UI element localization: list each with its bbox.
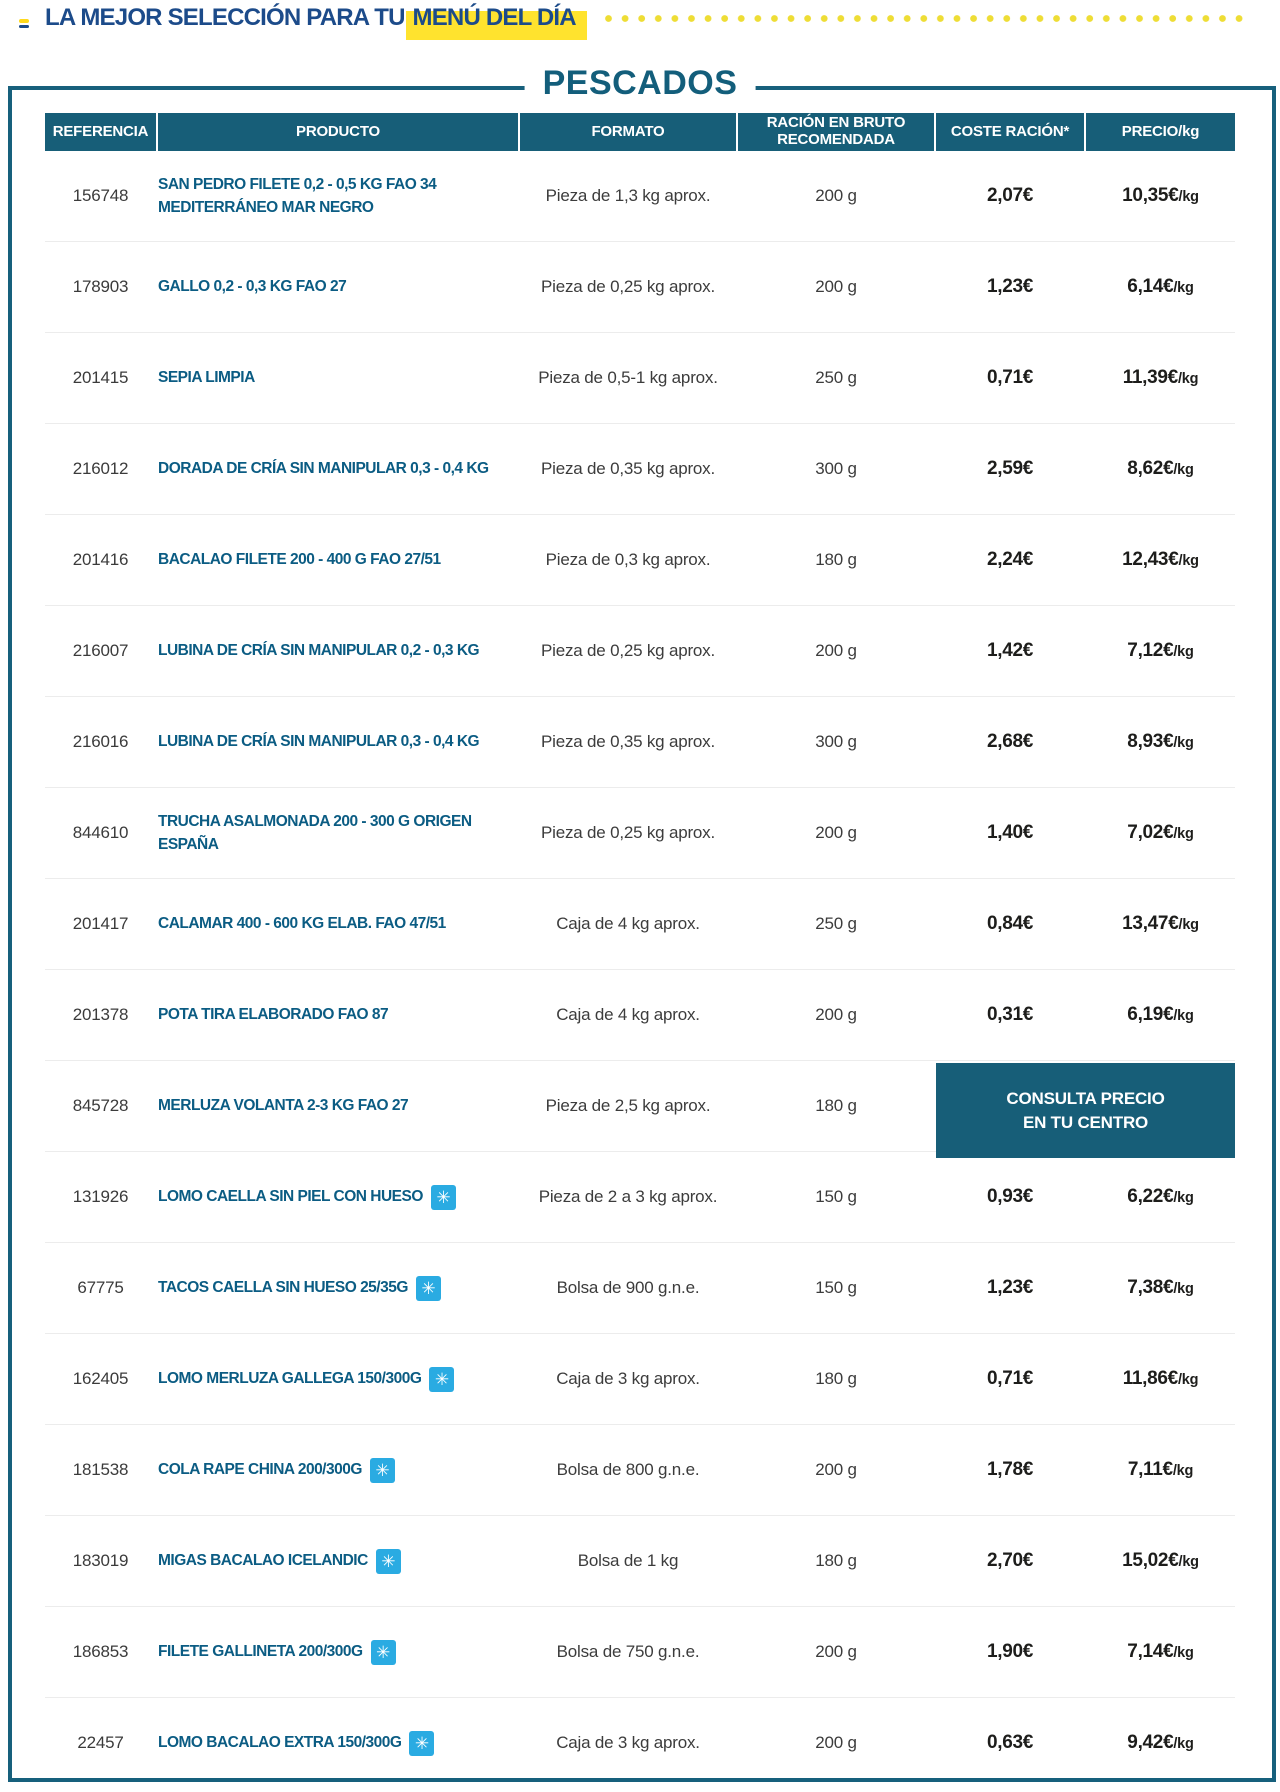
column-header-formato — [520, 113, 736, 151]
precio-cell — [1086, 1186, 1235, 1208]
column-header-label: RACIÓN EN BRUTO RECOMENDADA — [766, 114, 906, 148]
product-name: BACALAO FILETE 200 - 400 G FAO 27/51 — [158, 551, 441, 569]
product-cell — [158, 1549, 518, 1574]
product-cell — [158, 1185, 518, 1210]
precio-cell — [1086, 913, 1235, 935]
racion-cell: 200 g — [815, 641, 857, 660]
coste-cell: 0,93€ — [986, 1186, 1034, 1207]
ref-cell: 844610 — [72, 823, 129, 842]
racion-cell: 150 g — [815, 1278, 857, 1297]
product-name: TACOS CAELLA SIN HUESO 25/35G — [158, 1279, 408, 1297]
formato-cell: Pieza de 0,5-1 kg aprox. — [538, 368, 718, 387]
racion-cell: 200 g — [815, 1005, 857, 1024]
precio-value: 13,47€ — [1122, 913, 1179, 934]
racion-cell: 200 g — [815, 1460, 857, 1479]
precio-unit: /kg — [1173, 826, 1194, 842]
racion-cell: 250 g — [815, 914, 857, 933]
products-table — [45, 113, 1235, 1788]
column-header-label: COSTE RACIÓN* — [950, 122, 1070, 140]
formato-cell: Bolsa de 750 g.n.e. — [556, 1642, 700, 1661]
coste-cell: 0,31€ — [986, 1004, 1034, 1025]
column-header-referencia — [45, 113, 156, 151]
precio-cell — [1086, 1732, 1235, 1754]
precio-value: 12,43€ — [1122, 549, 1179, 570]
ref-cell: 156748 — [72, 186, 129, 205]
formato-cell: Pieza de 0,25 kg aprox. — [540, 823, 716, 842]
precio-unit: /kg — [1173, 1645, 1194, 1661]
product-name: MIGAS BACALAO ICELANDIC — [158, 1552, 368, 1570]
precio-unit: /kg — [1173, 1190, 1194, 1206]
racion-cell: 180 g — [815, 550, 857, 569]
column-header-producto — [158, 113, 518, 151]
table-row — [45, 333, 1235, 424]
precio-cell — [1086, 1641, 1235, 1663]
precio-cell — [1086, 1277, 1235, 1299]
table-row — [45, 606, 1235, 697]
table-row — [45, 1425, 1235, 1516]
formato-cell: Bolsa de 900 g.n.e. — [556, 1278, 700, 1297]
dotted-line-divider — [604, 14, 1252, 23]
formato-cell: Pieza de 2,5 kg aprox. — [545, 1096, 711, 1115]
precio-cell — [1086, 1004, 1235, 1026]
coste-cell: 2,59€ — [986, 458, 1034, 479]
table-row — [45, 1334, 1235, 1425]
table-row — [45, 1243, 1235, 1334]
coste-cell: 2,68€ — [986, 731, 1034, 752]
precio-unit: /kg — [1173, 735, 1194, 751]
product-name: FILETE GALLINETA 200/300G — [158, 1643, 363, 1661]
product-name: CALAMAR 400 - 600 KG ELAB. FAO 47/51 — [158, 915, 446, 933]
precio-unit: /kg — [1173, 1281, 1194, 1297]
product-name: LUBINA DE CRÍA SIN MANIPULAR 0,2 - 0,3 KG — [158, 642, 480, 660]
product-name: DORADA DE CRÍA SIN MANIPULAR 0,3 - 0,4 KG — [158, 460, 489, 478]
table-row — [45, 879, 1235, 970]
racion-cell: 150 g — [815, 1187, 857, 1206]
product-cell — [158, 1731, 518, 1756]
precio-unit: /kg — [1172, 1463, 1194, 1479]
ref-cell: 183019 — [72, 1551, 129, 1570]
precio-value: 10,35€ — [1122, 185, 1179, 206]
precio-unit: /kg — [1173, 644, 1194, 660]
snowflake-icon: ✳ — [429, 1367, 454, 1392]
formato-cell: Caja de 4 kg aprox. — [556, 914, 700, 933]
table-row — [45, 1152, 1235, 1243]
product-name: LOMO BACALAO EXTRA 150/300G — [158, 1734, 402, 1752]
snowflake-icon: ✳ — [409, 1731, 434, 1756]
precio-value: 8,93€ — [1127, 731, 1174, 752]
precio-value: 8,62€ — [1127, 458, 1174, 479]
precio-value: 6,19€ — [1127, 1004, 1174, 1025]
ref-cell: 162405 — [72, 1369, 129, 1388]
precio-cell — [1086, 367, 1235, 389]
precio-cell — [1086, 1550, 1235, 1572]
precio-unit: /kg — [1178, 1554, 1199, 1570]
product-name: LOMO MERLUZA GALLEGA 150/300G — [158, 1370, 422, 1388]
coste-cell: 2,07€ — [986, 185, 1034, 206]
ref-cell: 67775 — [77, 1278, 124, 1297]
precio-cell — [1086, 1459, 1235, 1481]
column-header-precio-kg — [1086, 113, 1235, 151]
table-row — [45, 970, 1235, 1061]
formato-cell: Pieza de 0,35 kg aprox. — [540, 459, 716, 478]
formato-cell: Caja de 4 kg aprox. — [556, 1005, 700, 1024]
product-cell — [158, 730, 518, 753]
coste-cell: 0,71€ — [986, 367, 1034, 388]
column-header-label: PRECIO/kg — [1121, 122, 1200, 140]
product-cell — [158, 1640, 518, 1665]
formato-cell: Pieza de 0,25 kg aprox. — [540, 641, 716, 660]
product-cell — [158, 366, 518, 389]
product-name: LUBINA DE CRÍA SIN MANIPULAR 0,3 - 0,4 KG — [158, 733, 480, 751]
product-name: MERLUZA VOLANTA 2-3 KG FAO 27 — [158, 1097, 409, 1115]
precio-cell — [1086, 185, 1235, 207]
product-cell — [158, 1276, 518, 1301]
ref-cell: 201416 — [72, 550, 129, 569]
precio-value: 6,14€ — [1127, 276, 1174, 297]
precio-value: 7,11€ — [1127, 1459, 1173, 1480]
table-row — [45, 515, 1235, 606]
precio-value: 11,86€ — [1122, 1368, 1178, 1389]
table-row — [45, 424, 1235, 515]
ref-cell: 201417 — [72, 914, 129, 933]
product-name: SAN PEDRO FILETE 0,2 - 0,5 KG FAO 34 MEDITERRÁNEO MAR NEGRO — [158, 175, 437, 216]
formato-cell: Pieza de 1,3 kg aprox. — [545, 186, 711, 205]
racion-cell: 200 g — [815, 823, 857, 842]
coste-cell: 1,78€ — [986, 1459, 1034, 1480]
precio-unit: /kg — [1173, 1008, 1194, 1024]
precio-unit: /kg — [1173, 1736, 1194, 1752]
consulta-precio-box — [936, 1063, 1235, 1158]
formato-cell: Pieza de 0,35 kg aprox. — [540, 732, 716, 751]
column-header-racion-en-bruto — [738, 113, 934, 151]
ref-cell: 22457 — [77, 1733, 124, 1752]
ref-cell: 845728 — [72, 1096, 129, 1115]
ref-cell: 216016 — [72, 732, 129, 751]
product-cell — [158, 1094, 518, 1117]
coste-cell: 0,71€ — [986, 1368, 1034, 1389]
coste-cell: 0,84€ — [986, 913, 1034, 934]
precio-unit: /kg — [1177, 371, 1199, 387]
precio-value: 7,14€ — [1127, 1641, 1174, 1662]
snowflake-icon: ✳ — [416, 1276, 441, 1301]
product-name: LOMO CAELLA SIN PIEL CON HUESO — [158, 1188, 423, 1206]
precio-cell — [1086, 640, 1235, 662]
precio-value: 7,38€ — [1127, 1277, 1174, 1298]
table-row — [45, 242, 1235, 333]
formato-cell: Caja de 3 kg aprox. — [556, 1733, 700, 1752]
product-name: GALLO 0,2 - 0,3 KG FAO 27 — [158, 278, 347, 296]
product-name: COLA RAPE CHINA 200/300G — [158, 1461, 362, 1479]
precio-cell — [1086, 822, 1235, 844]
coste-cell: 2,24€ — [986, 549, 1034, 570]
formato-cell: Pieza de 0,3 kg aprox. — [545, 550, 711, 569]
column-header-label: PRODUCTO — [296, 122, 380, 140]
table-row — [45, 1698, 1235, 1788]
precio-cell — [1086, 1368, 1235, 1390]
product-cell — [158, 1367, 518, 1392]
racion-cell: 250 g — [815, 368, 857, 387]
ref-cell: 178903 — [72, 277, 129, 296]
table-row — [45, 1607, 1235, 1698]
product-cell — [158, 810, 518, 857]
ref-cell: 186853 — [72, 1642, 129, 1661]
product-name: TRUCHA ASALMONADA 200 - 300 G ORIGEN ESPAÑA — [158, 812, 472, 853]
precio-cell — [1086, 458, 1235, 480]
precio-value: 11,39€ — [1122, 367, 1178, 388]
coste-cell: 1,23€ — [986, 276, 1034, 297]
table-row — [45, 151, 1235, 242]
precio-value: 15,02€ — [1122, 1550, 1179, 1571]
column-header-label: REFERENCIA — [52, 122, 149, 140]
coste-cell: 1,23€ — [986, 1277, 1034, 1298]
section-title: PESCADOS — [525, 64, 756, 103]
product-cell — [158, 912, 518, 935]
page-tagline — [45, 4, 578, 32]
table-row — [45, 788, 1235, 879]
product-cell — [158, 639, 518, 662]
table-row — [45, 1516, 1235, 1607]
consulta-line: CONSULTA PRECIO — [1006, 1088, 1165, 1108]
product-cell — [158, 1458, 518, 1483]
ref-cell: 181538 — [72, 1460, 129, 1479]
product-name: POTA TIRA ELABORADO FAO 87 — [158, 1006, 389, 1024]
racion-cell: 300 g — [815, 459, 857, 478]
snowflake-icon: ✳ — [370, 1458, 395, 1483]
formato-cell: Pieza de 2 a 3 kg aprox. — [538, 1187, 718, 1206]
table-header — [45, 113, 1235, 151]
precio-cell — [1086, 731, 1235, 753]
product-cell — [158, 457, 518, 480]
racion-cell: 200 g — [815, 1642, 857, 1661]
tagline-text: LA MEJOR SELECCIÓN PARA TU — [45, 4, 411, 31]
precio-cell — [1086, 276, 1235, 298]
racion-cell: 180 g — [815, 1096, 857, 1115]
racion-cell: 200 g — [815, 186, 857, 205]
ref-cell: 131926 — [72, 1187, 129, 1206]
precio-unit: /kg — [1178, 189, 1199, 205]
ref-cell: 201415 — [72, 368, 129, 387]
racion-cell: 180 g — [815, 1369, 857, 1388]
table-row — [45, 1061, 1235, 1152]
coste-cell: 1,42€ — [986, 640, 1034, 661]
snowflake-icon: ✳ — [371, 1640, 396, 1665]
coste-cell: 1,90€ — [986, 1641, 1034, 1662]
precio-unit: /kg — [1173, 280, 1194, 296]
coste-cell: 1,40€ — [986, 822, 1034, 843]
precio-value: 7,02€ — [1127, 822, 1174, 843]
table-body — [45, 151, 1235, 1788]
precio-unit: /kg — [1173, 462, 1194, 478]
precio-cell — [1086, 549, 1235, 571]
precio-value: 9,42€ — [1127, 1732, 1174, 1753]
precio-unit: /kg — [1178, 553, 1199, 569]
tagline-bullet-icon — [19, 19, 29, 29]
formato-cell: Caja de 3 kg aprox. — [556, 1369, 700, 1388]
racion-cell: 200 g — [815, 1733, 857, 1752]
ref-cell: 216012 — [72, 459, 129, 478]
coste-cell: 0,63€ — [986, 1732, 1034, 1753]
precio-value: 7,12€ — [1127, 640, 1174, 661]
formato-cell: Bolsa de 800 g.n.e. — [556, 1460, 700, 1479]
racion-cell: 300 g — [815, 732, 857, 751]
tagline-highlight: MENÚ DEL DÍA — [412, 4, 576, 31]
product-cell — [158, 173, 518, 220]
precio-unit: /kg — [1178, 917, 1199, 933]
precio-value: 6,22€ — [1127, 1186, 1174, 1207]
product-name: SEPIA LIMPIA — [158, 369, 255, 387]
racion-cell: 180 g — [815, 1551, 857, 1570]
snowflake-icon: ✳ — [431, 1185, 456, 1210]
column-header-coste-racion — [936, 113, 1084, 151]
precio-unit: /kg — [1177, 1372, 1199, 1388]
product-cell — [158, 548, 518, 571]
product-cell — [158, 1003, 518, 1026]
coste-cell: 2,70€ — [986, 1550, 1034, 1571]
snowflake-icon: ✳ — [376, 1549, 401, 1574]
formato-cell: Pieza de 0,25 kg aprox. — [540, 277, 716, 296]
formato-cell: Bolsa de 1 kg — [577, 1551, 679, 1570]
racion-cell: 200 g — [815, 277, 857, 296]
consulta-line: EN TU CENTRO — [1022, 1112, 1149, 1132]
ref-cell: 201378 — [72, 1005, 129, 1024]
product-cell — [158, 275, 518, 298]
table-row — [45, 697, 1235, 788]
ref-cell: 216007 — [72, 641, 129, 660]
column-header-label: FORMATO — [591, 122, 665, 140]
